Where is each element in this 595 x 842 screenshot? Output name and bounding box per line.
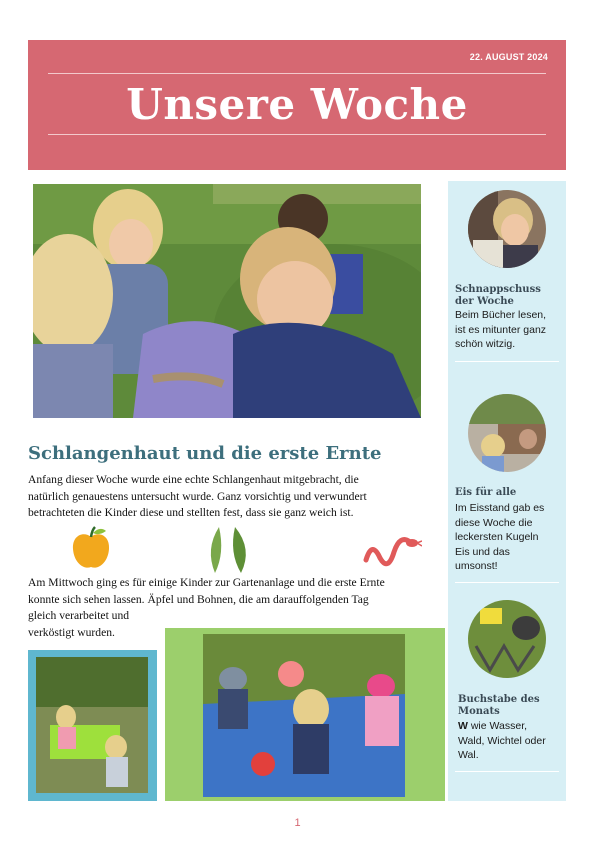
header-banner xyxy=(28,40,566,170)
newsletter-title: Unsere Woche xyxy=(126,80,468,129)
photo-frame-blue xyxy=(28,650,157,801)
sidebar-heading-snapshot: Schnappschuss der Woche xyxy=(455,284,541,307)
sidebar-text-letter: W wie Wasser, Wald, Wichtel oder Wal. xyxy=(458,720,546,761)
snapshot-photo xyxy=(468,190,546,268)
photo-frame-green xyxy=(165,628,445,801)
sidebar-divider xyxy=(455,771,559,772)
apple-icon xyxy=(70,525,112,571)
sidebar-divider xyxy=(455,361,559,362)
article-paragraph-2: Am Mittwoch ging es für einige Kinder zur Gartenanlage und die erste Ernte konnte sich sehen lassen. Äpfel und Bohnen, die am darauffolgenden Tag gleich verarbeitet und verköstigt wurden. xyxy=(28,576,385,639)
sidebar-panel xyxy=(448,181,566,801)
beans-icon xyxy=(205,525,253,575)
main-photo-children-on-grass xyxy=(33,184,421,418)
header-rule-bottom xyxy=(48,134,546,135)
sidebar-heading-letter: Buchstabe des Monats xyxy=(458,694,540,717)
article-paragraph-1: Anfang dieser Woche wurde eine echte Schlangenhaut mitgebracht, die natürlich genauestens untersucht wurde. Ganz vorsichtig und verwundert betrachteten die Kinder diese und stellten fest, dass sie ganz weich ist. xyxy=(28,473,367,519)
water-play-photo xyxy=(36,657,148,793)
article-title: Schlangenhaut und die erste Ernte xyxy=(28,443,382,464)
sidebar-text-ice-cream: Im Eisstand gab es diese Woche die leckersten Kugeln Eis und das umsonst! xyxy=(455,502,545,572)
page-number: 1 xyxy=(294,817,301,829)
snake-icon xyxy=(362,530,422,570)
sidebar-divider xyxy=(455,582,559,583)
sidebar-text-snapshot: Beim Bücher lesen, ist es mitunter ganz schön witzig. xyxy=(455,309,547,350)
sidebar-heading-ice-cream: Eis für alle xyxy=(455,487,517,498)
issue-date: 22. AUGUST 2024 xyxy=(469,52,548,62)
picnic-photo xyxy=(203,634,405,797)
featured-letter: W xyxy=(458,720,468,732)
header-rule-top xyxy=(48,73,546,74)
letter-of-month-photo xyxy=(468,600,546,678)
ice-cream-photo xyxy=(468,394,546,472)
